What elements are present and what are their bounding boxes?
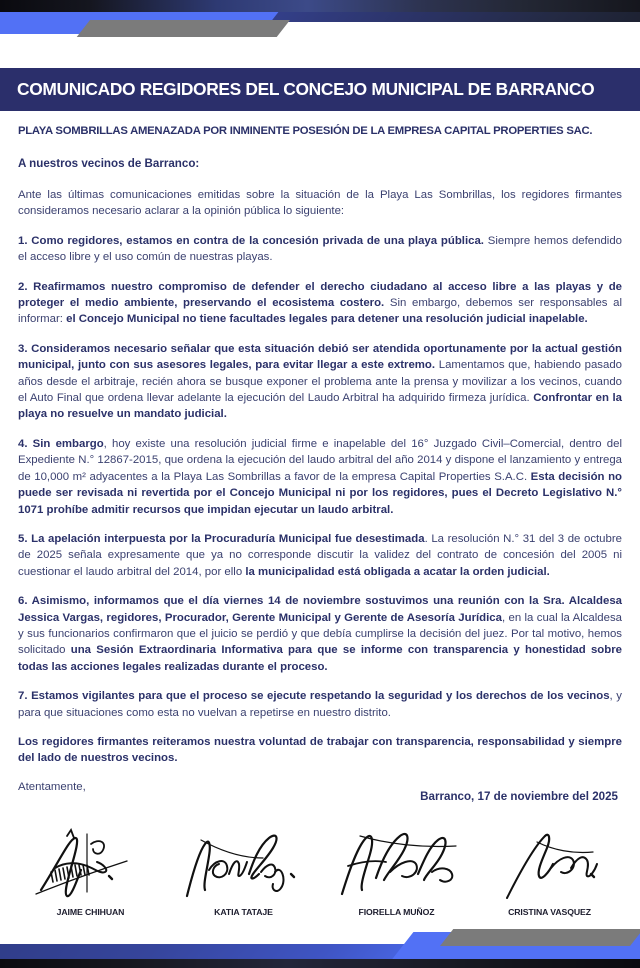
point-emphasis-text: Estamos vigilantes para que el proceso se ejecute respetando la seguridad y los derechos de los vecinos bbox=[27, 690, 610, 703]
point-number: 6. bbox=[18, 595, 28, 608]
point-emphasis-text: Asimismo, informamos que el día viernes 14 de noviembre sostuvimos una reunión con la Sra. Alcaldesa Jessica Vargas, regidores, Procurador, Gerente Municipal y Gerente de Asesoría Jurídica bbox=[18, 595, 622, 624]
point-number: 4. bbox=[18, 437, 28, 450]
numbered-point bbox=[18, 593, 622, 675]
numbered-point bbox=[18, 233, 622, 266]
numbered-point bbox=[18, 341, 622, 423]
signature-row bbox=[0, 824, 640, 934]
document-subtitle: PLAYA SOMBRILLAS AMENAZADA POR INMINENTE POSESIÓN DE LA EMPRESA CAPITAL PROPERTIES SAC. bbox=[18, 125, 593, 137]
point-body-text: , y para que situaciones como esta no vuelvan a repetirse en nuestro distrito. bbox=[18, 690, 622, 719]
signature-block bbox=[320, 824, 473, 934]
signature-block bbox=[167, 824, 320, 934]
point-emphasis-text: la municipalidad está obligada a acatar la orden judicial. bbox=[245, 565, 550, 578]
top-decoration-gray-stripe bbox=[77, 20, 290, 37]
sign-off-text: Atentamente, bbox=[18, 780, 86, 793]
point-number: 7. bbox=[18, 690, 28, 703]
numbered-point bbox=[18, 436, 622, 518]
point-emphasis-text: Consideramos necesario señalar que esta situación debió ser atendida oportunamente por la actual gestión municipal, junto con sus asesores legales, para evitar llegar a este extremo. bbox=[18, 342, 622, 372]
numbered-point bbox=[18, 279, 622, 328]
signatory-name: CRISTINA VASQUEZ bbox=[508, 907, 591, 917]
handwritten-signature-icon bbox=[320, 824, 473, 902]
point-emphasis-text: Reafirmamos nuestro compromiso de defender el derecho ciudadano al acceso libre a las playas y de proteger el medio ambiente, preservando el ecosistema costero. bbox=[18, 280, 622, 310]
point-number: 5. bbox=[18, 532, 28, 545]
date-line: Barranco, 17 de noviembre del 2025 bbox=[420, 790, 618, 803]
point-body-text: Sin embargo, debemos ser responsables al informar: bbox=[18, 297, 623, 326]
point-emphasis-text: Como regidores, estamos en contra de la concesión privada de una playa pública. bbox=[27, 234, 484, 247]
point-body-text: , en la cual la Alcaldesa y sus funcionarios confirmaron que el juicio se perdió y que debía cumplirse la decisión del juez. Por tal motivo, hemos solicitado bbox=[18, 611, 622, 657]
point-emphasis-text: una Sesión Extraordinaria Informativa para que se informe con transparencia y honestidad sobre todas las acciones legales realizadas durante el proceso. bbox=[18, 644, 622, 673]
point-emphasis-text: La apelación interpuesta por la Procuraduría Municipal fue desestimada bbox=[27, 532, 425, 545]
signatory-name: JAIME CHIHUAN bbox=[56, 907, 125, 917]
point-body-text: Lamentamos que, habiendo pasado años desde el arbitraje, recién ahora se busque exponer el problema ante la prensa y movilizar a los vecinos, cuando el Auto Final que ordena llevar adelante la ejecución del Laudo Arbitral ha adquirido firmeza jurídica. bbox=[18, 359, 622, 405]
numbered-points-list bbox=[18, 233, 622, 721]
point-emphasis-text: Confrontar en la playa no resuelve un mandato judicial. bbox=[18, 392, 623, 421]
signatory-name: FIORELLA MUÑOZ bbox=[358, 907, 435, 917]
numbered-point bbox=[18, 531, 622, 580]
bottom-decoration-dark-bar bbox=[0, 959, 640, 968]
intro-paragraph: Ante las últimas comunicaciones emitidas sobre la situación de la Playa Las Sombrillas, los regidores firmantes consideramos necesario aclarar a la opinión pública lo siguiente: bbox=[18, 189, 622, 218]
signatory-name: KATIA TATAJE bbox=[214, 907, 273, 917]
numbered-point bbox=[18, 688, 622, 721]
signature-block bbox=[14, 824, 167, 934]
point-body-text: Siempre hemos defendido el acceso libre y el uso común de nuestras playas. bbox=[18, 234, 623, 264]
point-number: 3. bbox=[18, 342, 28, 355]
point-emphasis-text: Esta decisión no puede ser revisada ni revertida por el Concejo Municipal ni por los regidores, pues el Decreto Legislativo N.° 1071 prohíbe admitir recursos que impidan ejecutar un laudo arbitral. bbox=[18, 470, 622, 516]
page-title: COMUNICADO REGIDORES DEL CONCEJO MUNICIPAL DE BARRANCO bbox=[17, 79, 595, 99]
handwritten-signature-icon bbox=[473, 824, 626, 902]
point-number: 2. bbox=[18, 280, 28, 293]
handwritten-signature-icon bbox=[14, 824, 167, 902]
bottom-decoration-gray-stripe bbox=[440, 929, 640, 946]
document-salutation: A nuestros vecinos de Barranco: bbox=[18, 157, 200, 170]
point-number: 1. bbox=[18, 234, 28, 247]
top-decoration-dark-bar bbox=[0, 0, 640, 12]
point-emphasis-text: el Concejo Municipal no tiene facultades legales para detener una resolución judicial inapelable. bbox=[66, 313, 588, 326]
document-title-banner bbox=[0, 68, 640, 111]
point-body-text: , hoy existe una resolución judicial firme e inapelable del 16° Juzgado Civil–Comercial, dentro del Expediente N.° 12867-2015, que ordena la ejecución del laudo arbitral del año 2014 y dispone el lanzamiento y entrega de 10,000 m² adyacentes a la Playa Las Sombrillas a favor de la empresa Capital Properties S.A.C. bbox=[18, 437, 622, 483]
signature-block bbox=[473, 824, 626, 934]
document-body bbox=[0, 125, 640, 797]
point-emphasis-text: Sin embargo bbox=[27, 437, 104, 450]
point-body-text: . La resolución N.° 31 del 3 de octubre de 2025 señala expresamente que ya no corresponde discutir la validez del contrato de concesión del 2005 ni cuestionar el laudo arbitral del 2014, por ello bbox=[18, 532, 622, 578]
closing-paragraph: Los regidores firmantes reiteramos nuestra voluntad de trabajar con transparencia, responsabilidad y siempre del lado de nuestros vecinos. bbox=[18, 735, 622, 765]
handwritten-signature-icon bbox=[167, 824, 320, 902]
